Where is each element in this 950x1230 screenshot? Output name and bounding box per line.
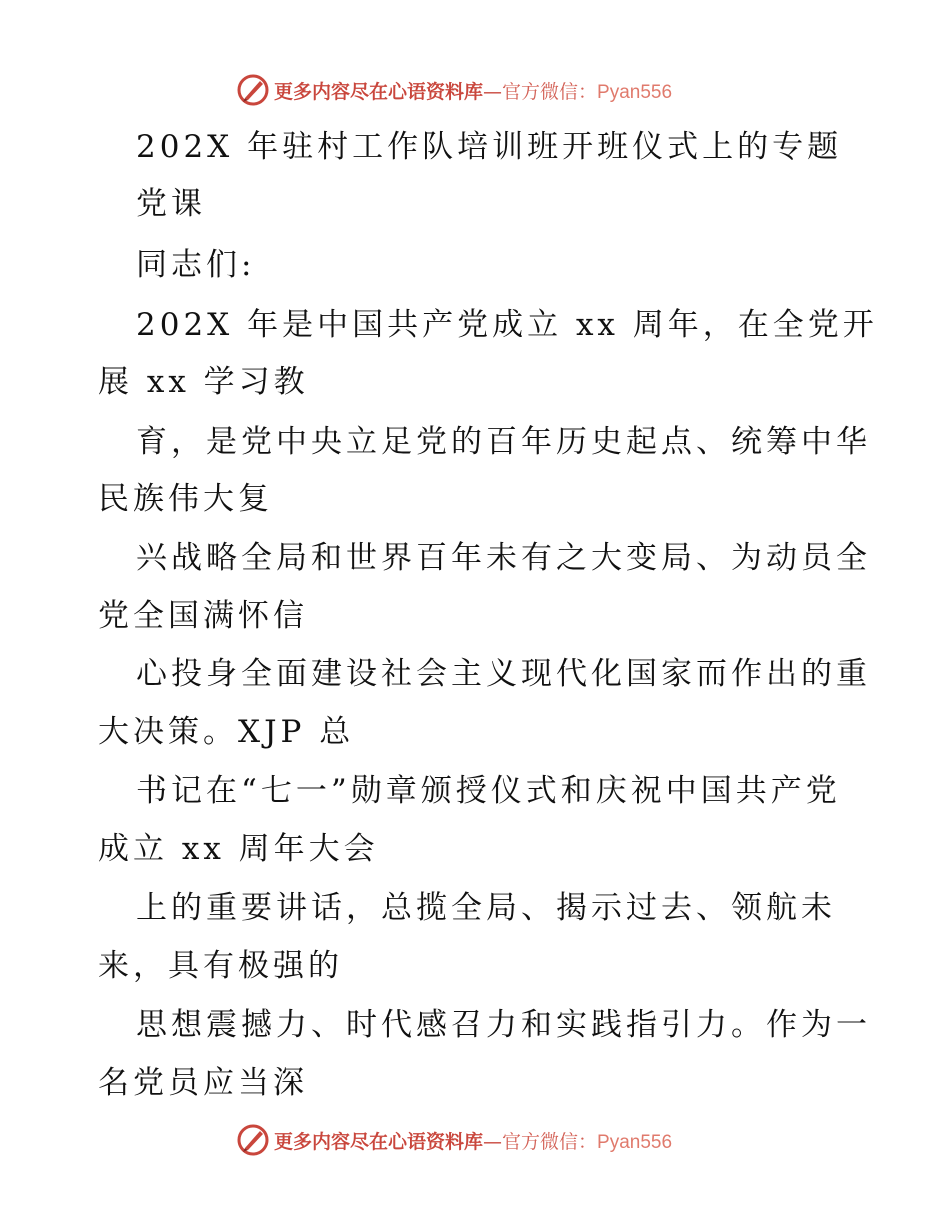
- doc-text-line: 来，具有极强的: [98, 948, 343, 984]
- watermark-wechat-id: Pyan556: [597, 81, 673, 103]
- doc-text-line: 202X 年是中国共产党成立 xx 周年，在全党开: [136, 307, 878, 343]
- doc-title-line-1: 202X 年驻村工作队培训班开班仪式上的专题: [136, 129, 843, 165]
- doc-text-line: 名党员应当深: [98, 1065, 308, 1101]
- pen-logo-icon: [236, 73, 270, 107]
- doc-text-line: 心投身全面建设社会主义现代化国家而作出的重: [136, 656, 871, 692]
- doc-text-line: 大决策。XJP 总: [98, 714, 355, 750]
- header-watermark-banner: [236, 70, 672, 110]
- doc-text-line: 党全国满怀信: [98, 598, 308, 634]
- footer-watermark-banner: [236, 1120, 672, 1160]
- doc-text-line: 上的重要讲话，总揽全局、揭示过去、领航未: [136, 890, 836, 926]
- doc-text-line: 思想震撼力、时代感召力和实践指引力。作为一: [136, 1007, 871, 1043]
- watermark-separator: —: [483, 1130, 503, 1153]
- watermark-text: [274, 1127, 672, 1154]
- doc-text-line: 成立 xx 周年大会: [98, 831, 379, 867]
- watermark-text: [274, 77, 672, 104]
- doc-text-line: 书记在“七一”勋章颁授仪式和庆祝中国共产党: [136, 773, 841, 809]
- doc-salutation: 同志们:: [136, 247, 256, 283]
- doc-text-line: 展 xx 学习教: [98, 364, 309, 400]
- doc-text-line: 育，是党中央立足党的百年历史起点、统筹中华: [136, 424, 871, 460]
- watermark-wechat-label: 官方微信：: [502, 80, 598, 103]
- doc-title-line-2: 党课: [136, 186, 206, 222]
- watermark-brand: 更多内容尽在心语资料库: [274, 1130, 484, 1153]
- doc-text-line: 兴战略全局和世界百年未有之大变局、为动员全: [136, 540, 871, 576]
- doc-text-line: 民族伟大复: [98, 481, 273, 517]
- watermark-brand: 更多内容尽在心语资料库: [274, 80, 484, 103]
- watermark-wechat-label: 官方微信：: [502, 1130, 598, 1153]
- watermark-wechat-id: Pyan556: [597, 1131, 673, 1153]
- watermark-separator: —: [483, 80, 503, 103]
- pen-logo-icon: [236, 1123, 270, 1157]
